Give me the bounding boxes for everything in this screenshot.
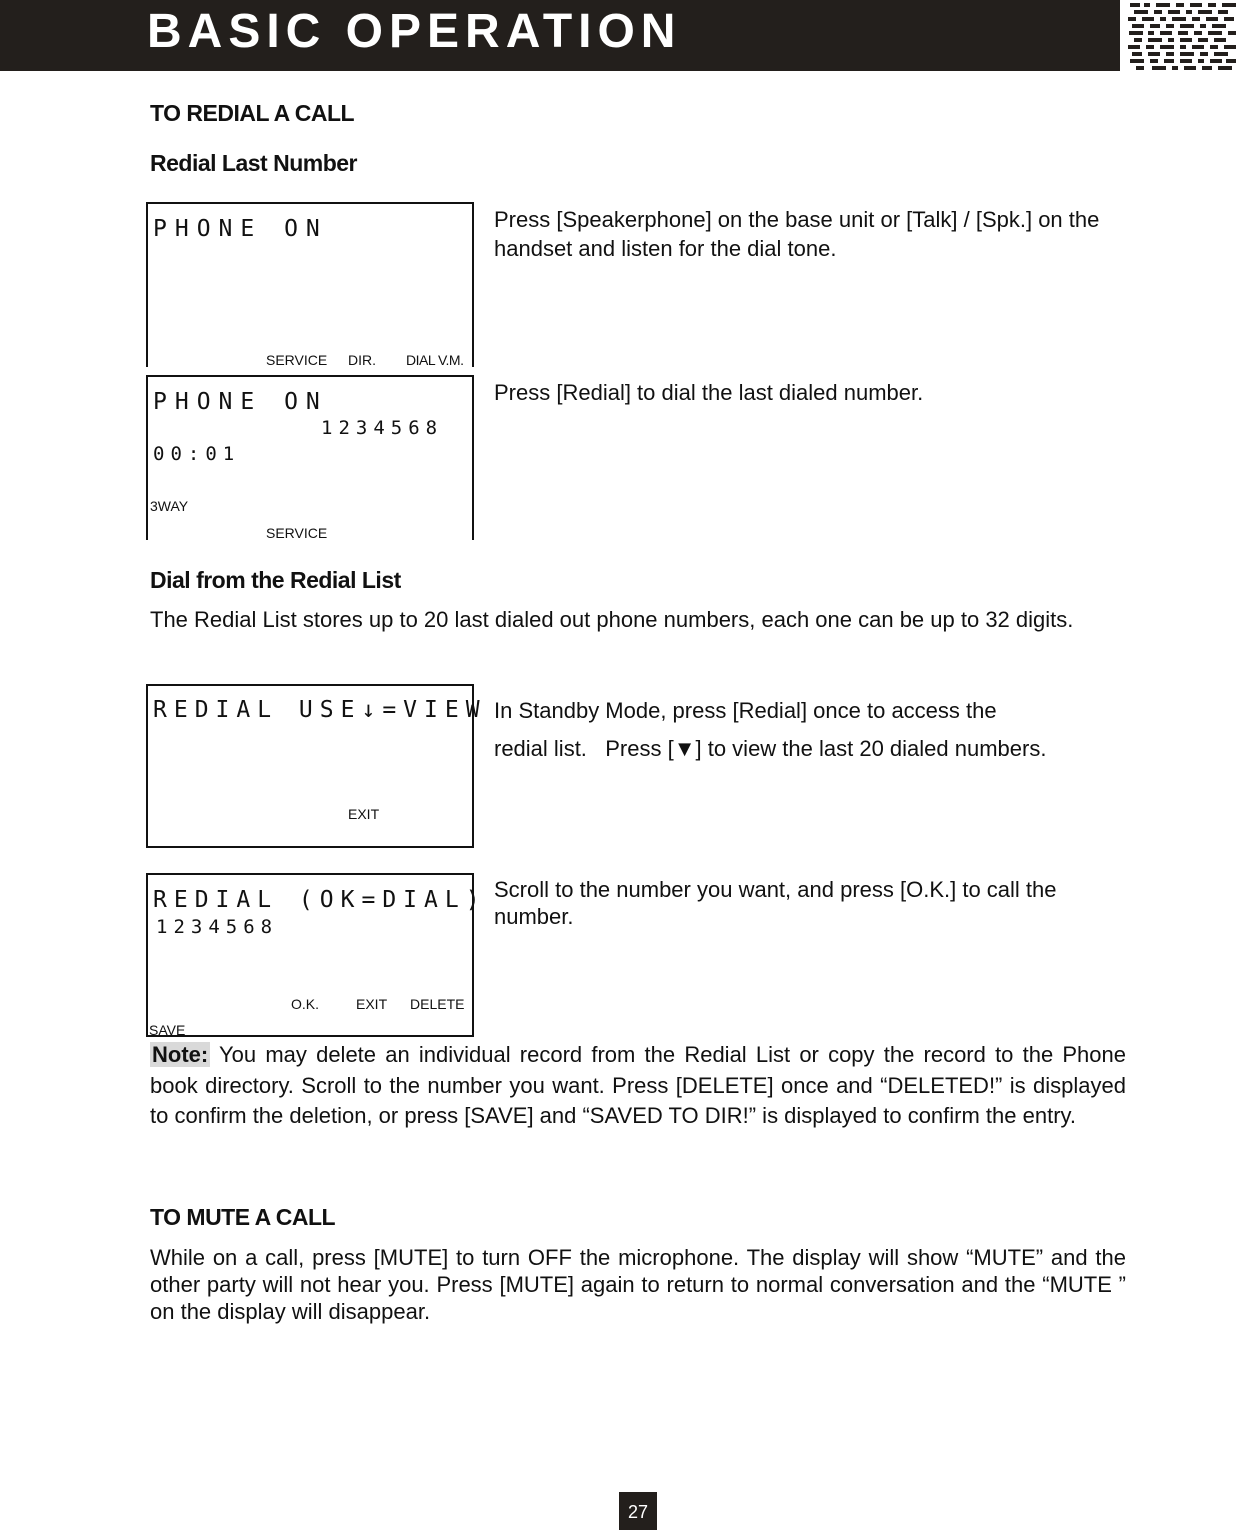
softkey-ok: O.K. bbox=[291, 996, 320, 1012]
decorative-pattern-icon bbox=[1126, 0, 1240, 71]
step-text-view-list: redial list. Press [▼] to view the last 20 dialed numbers. bbox=[494, 736, 1047, 761]
step-text-speakerphone: Press [Speakerphone] on the base unit or [Talk] / [Spk.] on the handset and listen for the dial tone. bbox=[494, 207, 1100, 261]
softkey-dial-vm: DIAL V.M. bbox=[406, 352, 464, 368]
softkey-delete: DELETE bbox=[410, 996, 465, 1012]
lcd-line: REDIAL USE↓=VIEW bbox=[153, 697, 487, 723]
lcd-display-redial-view bbox=[146, 684, 487, 848]
lcd-display-dialing bbox=[146, 375, 474, 540]
step-text-scroll: Scroll to the number you want, and press [O.K.] to call the number. bbox=[494, 877, 1057, 929]
step-text-redial: Press [Redial] to dial the last dialed number. bbox=[494, 380, 924, 405]
lcd-line: PHONE ON bbox=[153, 389, 328, 415]
redial-list-intro: The Redial List stores up to 20 last dialed out phone numbers, each one can be up to 32 digits. bbox=[150, 607, 1074, 632]
note-label: Note: bbox=[152, 1042, 209, 1067]
softkey-exit: EXIT bbox=[356, 996, 388, 1012]
subheading-redial-list: Dial from the Redial List bbox=[150, 567, 401, 593]
softkey-save: SAVE bbox=[149, 1022, 186, 1038]
page-title: BASIC OPERATION bbox=[147, 5, 682, 58]
lcd-display-phone-on bbox=[146, 202, 474, 367]
lcd-3way-label: 3WAY bbox=[150, 498, 189, 514]
lcd-dialed-number: 1234568 bbox=[156, 916, 279, 938]
section-heading-redial: TO REDIAL A CALL bbox=[150, 100, 355, 126]
softkey-exit: EXIT bbox=[348, 806, 380, 822]
note-text: You may delete an individual record from the Redial List or copy the record to the Phone book directory. Scroll to the number you want. Press [DELETE] once and “DELETED!” is displayed to confirm the deletion, or press [SAVE] and “SAVED TO DIR!” is displayed to confirm the entry. bbox=[150, 1042, 1126, 1128]
mute-paragraph: While on a call, press [MUTE] to turn OFF the microphone. The display will show “MUTE” and the other party will not hear you. Press [MUTE] again to return to normal conversation and the “MUTE ” on the display will disappear. bbox=[150, 1245, 1126, 1324]
softkey-service: SERVICE bbox=[266, 352, 328, 368]
lcd-line: REDIAL (OK=DIAL) bbox=[153, 887, 487, 913]
softkey-service: SERVICE bbox=[266, 525, 328, 541]
section-heading-mute: TO MUTE A CALL bbox=[150, 1204, 336, 1230]
subheading-redial-last-number: Redial Last Number bbox=[150, 150, 357, 176]
lcd-line: PHONE ON bbox=[153, 216, 328, 242]
lcd-call-timer: 00:01 bbox=[153, 443, 241, 465]
page-number: 27 bbox=[619, 1492, 657, 1530]
note-paragraph bbox=[150, 1040, 1126, 1132]
lcd-dialed-number: 1234568 bbox=[321, 417, 444, 439]
lcd-display-redial-dial bbox=[146, 873, 487, 1038]
softkey-dir: DIR. bbox=[348, 352, 376, 368]
step-text-standby: In Standby Mode, press [Redial] once to access the bbox=[494, 698, 997, 723]
header-bar bbox=[0, 0, 1120, 71]
